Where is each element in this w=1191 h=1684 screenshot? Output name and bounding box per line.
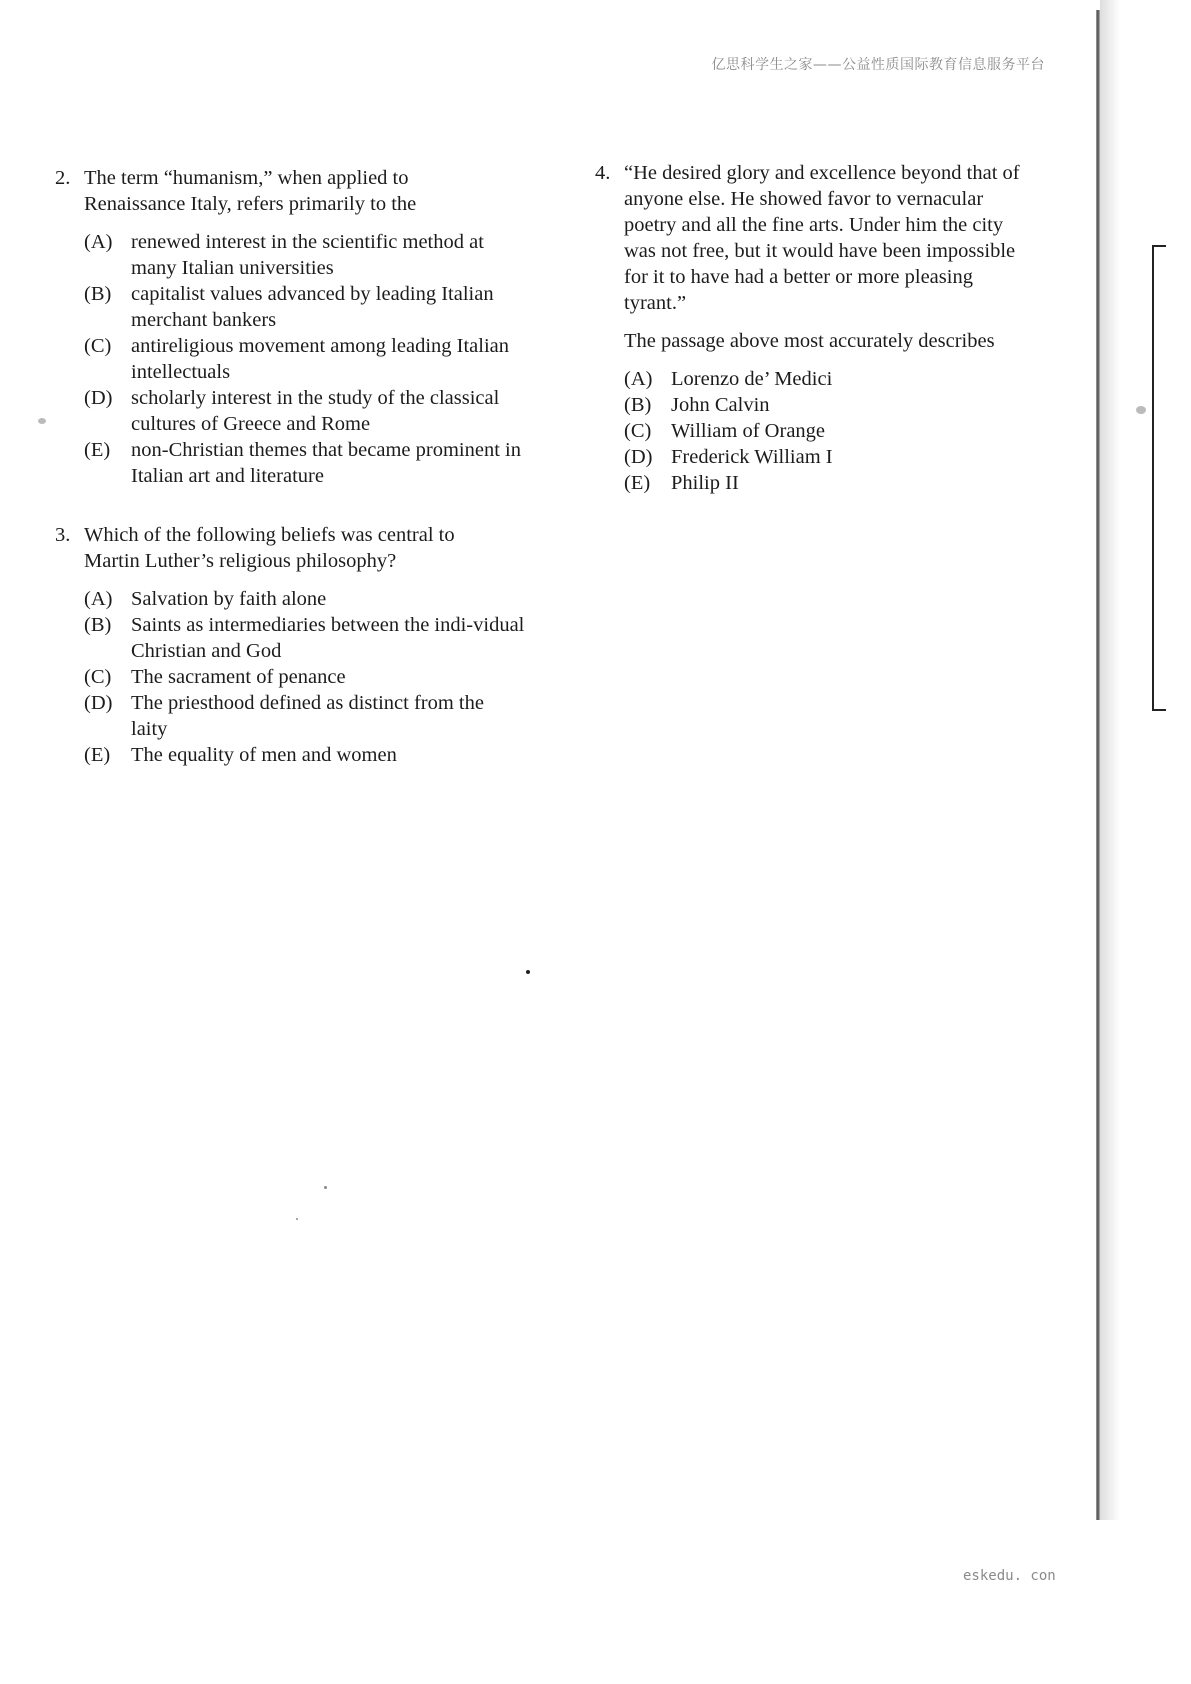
passage-line: “He desired glory and excellence beyond that of bbox=[624, 162, 1020, 184]
option-text: non-Christian themes that became prominent in Italian art and literature bbox=[131, 439, 521, 487]
question-3 bbox=[55, 522, 525, 768]
answer-options bbox=[624, 366, 1055, 496]
stem-line: Which of the following beliefs was central to bbox=[84, 524, 455, 546]
stem-line: Renaissance Italy, refers primarily to the bbox=[84, 193, 417, 215]
scan-speck bbox=[38, 418, 46, 424]
passage-line: for it to have had a better or more pleasing bbox=[624, 266, 973, 288]
left-column bbox=[55, 165, 525, 768]
margin-bracket bbox=[1152, 245, 1166, 711]
option-letter: (B) bbox=[84, 283, 112, 305]
passage-line: poetry and all the fine arts. Under him the city bbox=[624, 214, 1004, 236]
site-header: 亿思科学生之家——公益性质国际教育信息服务平台 bbox=[711, 57, 1045, 73]
option-a bbox=[84, 586, 525, 612]
option-text: Frederick William I bbox=[671, 446, 833, 468]
option-b bbox=[84, 612, 525, 664]
option-letter: (C) bbox=[624, 420, 652, 442]
scan-speck bbox=[526, 970, 530, 974]
option-text: The sacrament of penance bbox=[131, 666, 346, 688]
option-letter: (E) bbox=[624, 472, 651, 494]
question-number: 4. bbox=[595, 162, 611, 184]
option-text: John Calvin bbox=[671, 394, 770, 416]
option-b bbox=[84, 281, 525, 333]
option-letter: (E) bbox=[84, 744, 111, 766]
option-text: William of Orange bbox=[671, 420, 826, 442]
option-text: The priesthood defined as distinct from the laity bbox=[131, 692, 484, 740]
option-text: capitalist values advanced by leading Italian merchant bankers bbox=[131, 283, 494, 331]
option-c bbox=[84, 664, 525, 690]
question-number: 3. bbox=[55, 524, 71, 546]
option-text: The equality of men and women bbox=[131, 744, 397, 766]
question-number: 2. bbox=[55, 167, 71, 189]
option-e bbox=[84, 742, 525, 768]
scan-shadow bbox=[1100, 0, 1120, 1520]
option-c bbox=[624, 418, 1055, 444]
option-text: Saints as intermediaries between the indi-vidual Christian and God bbox=[131, 614, 525, 662]
option-text: renewed interest in the scientific method at many Italian universities bbox=[131, 231, 484, 279]
question-stem bbox=[84, 522, 525, 574]
option-e bbox=[624, 470, 1055, 496]
option-letter: (B) bbox=[84, 614, 112, 636]
option-letter: (A) bbox=[84, 588, 113, 610]
answer-options bbox=[84, 229, 525, 489]
option-text: Lorenzo de’ Medici bbox=[671, 368, 833, 390]
question-2 bbox=[55, 165, 525, 489]
option-letter: (B) bbox=[624, 394, 652, 416]
stem-line: The term “humanism,” when applied to bbox=[84, 167, 409, 189]
option-a bbox=[624, 366, 1055, 392]
option-d bbox=[84, 690, 525, 742]
scan-speck bbox=[296, 1218, 298, 1220]
question-stem bbox=[84, 165, 525, 217]
option-letter: (D) bbox=[624, 446, 653, 468]
passage-line: anyone else. He showed favor to vernacular bbox=[624, 188, 984, 210]
option-letter: (C) bbox=[84, 666, 112, 688]
option-text: antireligious movement among leading Italian intellectuals bbox=[131, 335, 510, 383]
option-a bbox=[84, 229, 525, 281]
option-d bbox=[84, 385, 525, 437]
question-4 bbox=[595, 160, 1055, 496]
question-prompt: The passage above most accurately describes bbox=[624, 330, 995, 352]
answer-options bbox=[84, 586, 525, 768]
option-e bbox=[84, 437, 525, 489]
option-b bbox=[624, 392, 1055, 418]
option-letter: (D) bbox=[84, 692, 113, 714]
option-letter: (A) bbox=[624, 368, 653, 390]
option-letter: (D) bbox=[84, 387, 113, 409]
option-text: scholarly interest in the study of the classical cultures of Greece and Rome bbox=[131, 387, 500, 435]
scan-speck bbox=[324, 1186, 327, 1189]
option-letter: (A) bbox=[84, 231, 113, 253]
stem-line: Martin Luther’s religious philosophy? bbox=[84, 550, 397, 572]
option-c bbox=[84, 333, 525, 385]
passage-line: was not free, but it would have been impossible bbox=[624, 240, 1016, 262]
option-d bbox=[624, 444, 1055, 470]
scan-speck bbox=[1136, 406, 1146, 414]
scan-edge-line bbox=[1096, 10, 1100, 1520]
option-letter: (E) bbox=[84, 439, 111, 461]
passage-line: tyrant.” bbox=[624, 292, 687, 314]
quoted-passage bbox=[624, 160, 1055, 316]
option-text: Philip II bbox=[671, 472, 739, 494]
right-column bbox=[595, 160, 1055, 496]
site-footer: eskedu. con bbox=[963, 1568, 1056, 1584]
option-text: Salvation by faith alone bbox=[131, 588, 327, 610]
option-letter: (C) bbox=[84, 335, 112, 357]
